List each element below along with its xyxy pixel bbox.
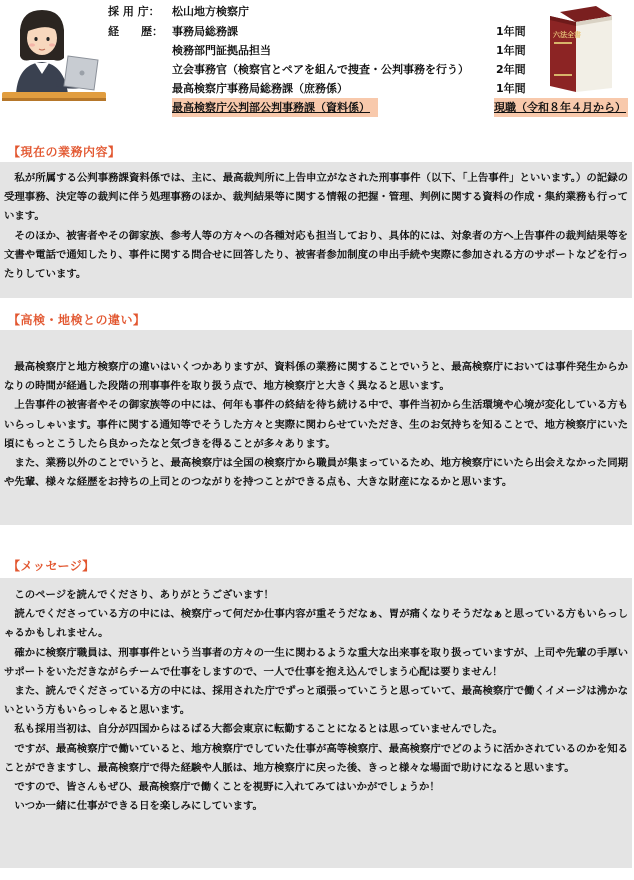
agency-value: 松山地方検察庁 (172, 5, 249, 18)
career-position: 立会事務官（検察官とペアを組んで捜査・公判事務を行う） (172, 63, 469, 76)
career-position: 最高検察庁事務局総務課（庶務係） (172, 82, 348, 95)
career-term-current: 現職（令和８年４月から） (494, 98, 628, 117)
section-body (0, 578, 632, 868)
career-term: 2年間 (496, 63, 526, 76)
career-position-current: 最高検察庁公判部公判事務課（資料係） (172, 98, 378, 117)
paragraph: 上告事件の被害者やその御家族等の中には、何年も事件の終結を待ち続ける中で、事件当初から生活環境や心境が変化している方もいらっしゃいます。事件に関する通知等でそうした方々と実際に関わらせていただき、生のお気持ちを知ることで、地方検察庁にいた頃にもっとこうしたら良かったなと気づきを得ることが多々あります。 (4, 399, 628, 450)
section-body (0, 162, 632, 298)
paragraph: 読んでくださっている方の中には、検察庁って何だか仕事内容が重そうだなぁ、胃が痛くなりそうだなぁと思っている方もいらっしゃるかもしれません。 (4, 608, 628, 640)
paragraph: このページを読んでくださり、ありがとうございます！ (4, 589, 274, 601)
career-position: 検務部門証拠品担当 (172, 44, 271, 57)
paragraph: また、読んでくださっている方の中には、採用された庁でずっと頑張っていこうと思っていて、最高検察庁で働くイメージは沸かないという方もいらっしゃると思います。 (4, 685, 628, 717)
career-term: 1年間 (496, 25, 526, 38)
paragraph: また、業務以外のことでいうと、最高検察庁は全国の検察庁から職員が集まっているため、地方検察庁にいたら出会えなかった同期や先輩、様々な経歴をお持ちの上司とのつながりを持つことができる点も、大きな財産になるかと思います。 (4, 457, 628, 489)
career-position: 事務局総務課 (172, 25, 238, 38)
section-body (0, 330, 632, 525)
law-book-icon (546, 2, 618, 94)
career-term: 1年間 (496, 44, 526, 57)
paragraph: ですが、最高検察庁で働いていると、地方検察庁でしていた仕事が高等検察庁、最高検察庁でどのように活かされているのかを知ることができますし、最高検察庁で得た経験や人脈は、地方検察庁に戻った後、きっと様々な場面で助けになると思います。 (4, 742, 628, 774)
section-title: 【メッセージ】 (8, 559, 95, 573)
paragraph: ですので、皆さんもぜひ、最高検察庁で働くことを視野に入れてみてはいかがでしょうか！ (4, 781, 440, 794)
paragraph: 最高検察庁と地方検察庁の違いはいくつかありますが、資料係の業務に関することでいうと、最高検察庁においては事件発生からかなりの時間が経過した段階の刑事事件を取り扱う点で、地方検察庁と大きく異なると思います。 (4, 361, 628, 393)
book-spine-text: 六法全書 (553, 31, 581, 39)
paragraph: いつか一緒に仕事ができる日を楽しみにしています。 (4, 800, 263, 813)
section-title: 【高検・地検との違い】 (8, 313, 146, 327)
paragraph: そのほか、被害者やその御家族、参考人等の方々への各種対応も担当しており、具体的には、対象者の方へ上告事件の裁判結果等を文書や電話で通知したり、事件に関する問合せに回答したり、被害者参加制度の申出手続や実際に参加される方のサポートなどを行ったりしています。 (4, 229, 628, 281)
person-at-laptop-illustration (2, 8, 106, 110)
paragraph: 私も採用当初は、自分が四国からはるばる大都会東京に転勤することになるとは思っていませんでした。 (4, 723, 503, 736)
career-label: 経 歴： (108, 25, 163, 38)
paragraph: 確かに検察庁職員は、刑事事件という当事者の方々の一生に関わるような重大な出来事を取り扱っていますが、上司や先輩の手厚いサポートをいただきながらチームで仕事をしますので、一人で仕事を抱え込んでしまう心配は要りません！ (4, 646, 628, 678)
section-title: 【現在の業務内容】 (8, 145, 121, 159)
paragraph: 私が所属する公判事務課資料係では、主に、最高裁判所に上告申立がなされた刑事事件（以下、「上告事件」といいます。）の記録の受理事務、決定等の裁判に伴う処理事務のほか、裁判結果等に関する情報の把握・管理、判例に関する資料の作成・集約業務も行っています。 (4, 172, 628, 223)
career-term: 1年間 (496, 82, 526, 95)
agency-label: 採 用 庁： (108, 5, 160, 18)
